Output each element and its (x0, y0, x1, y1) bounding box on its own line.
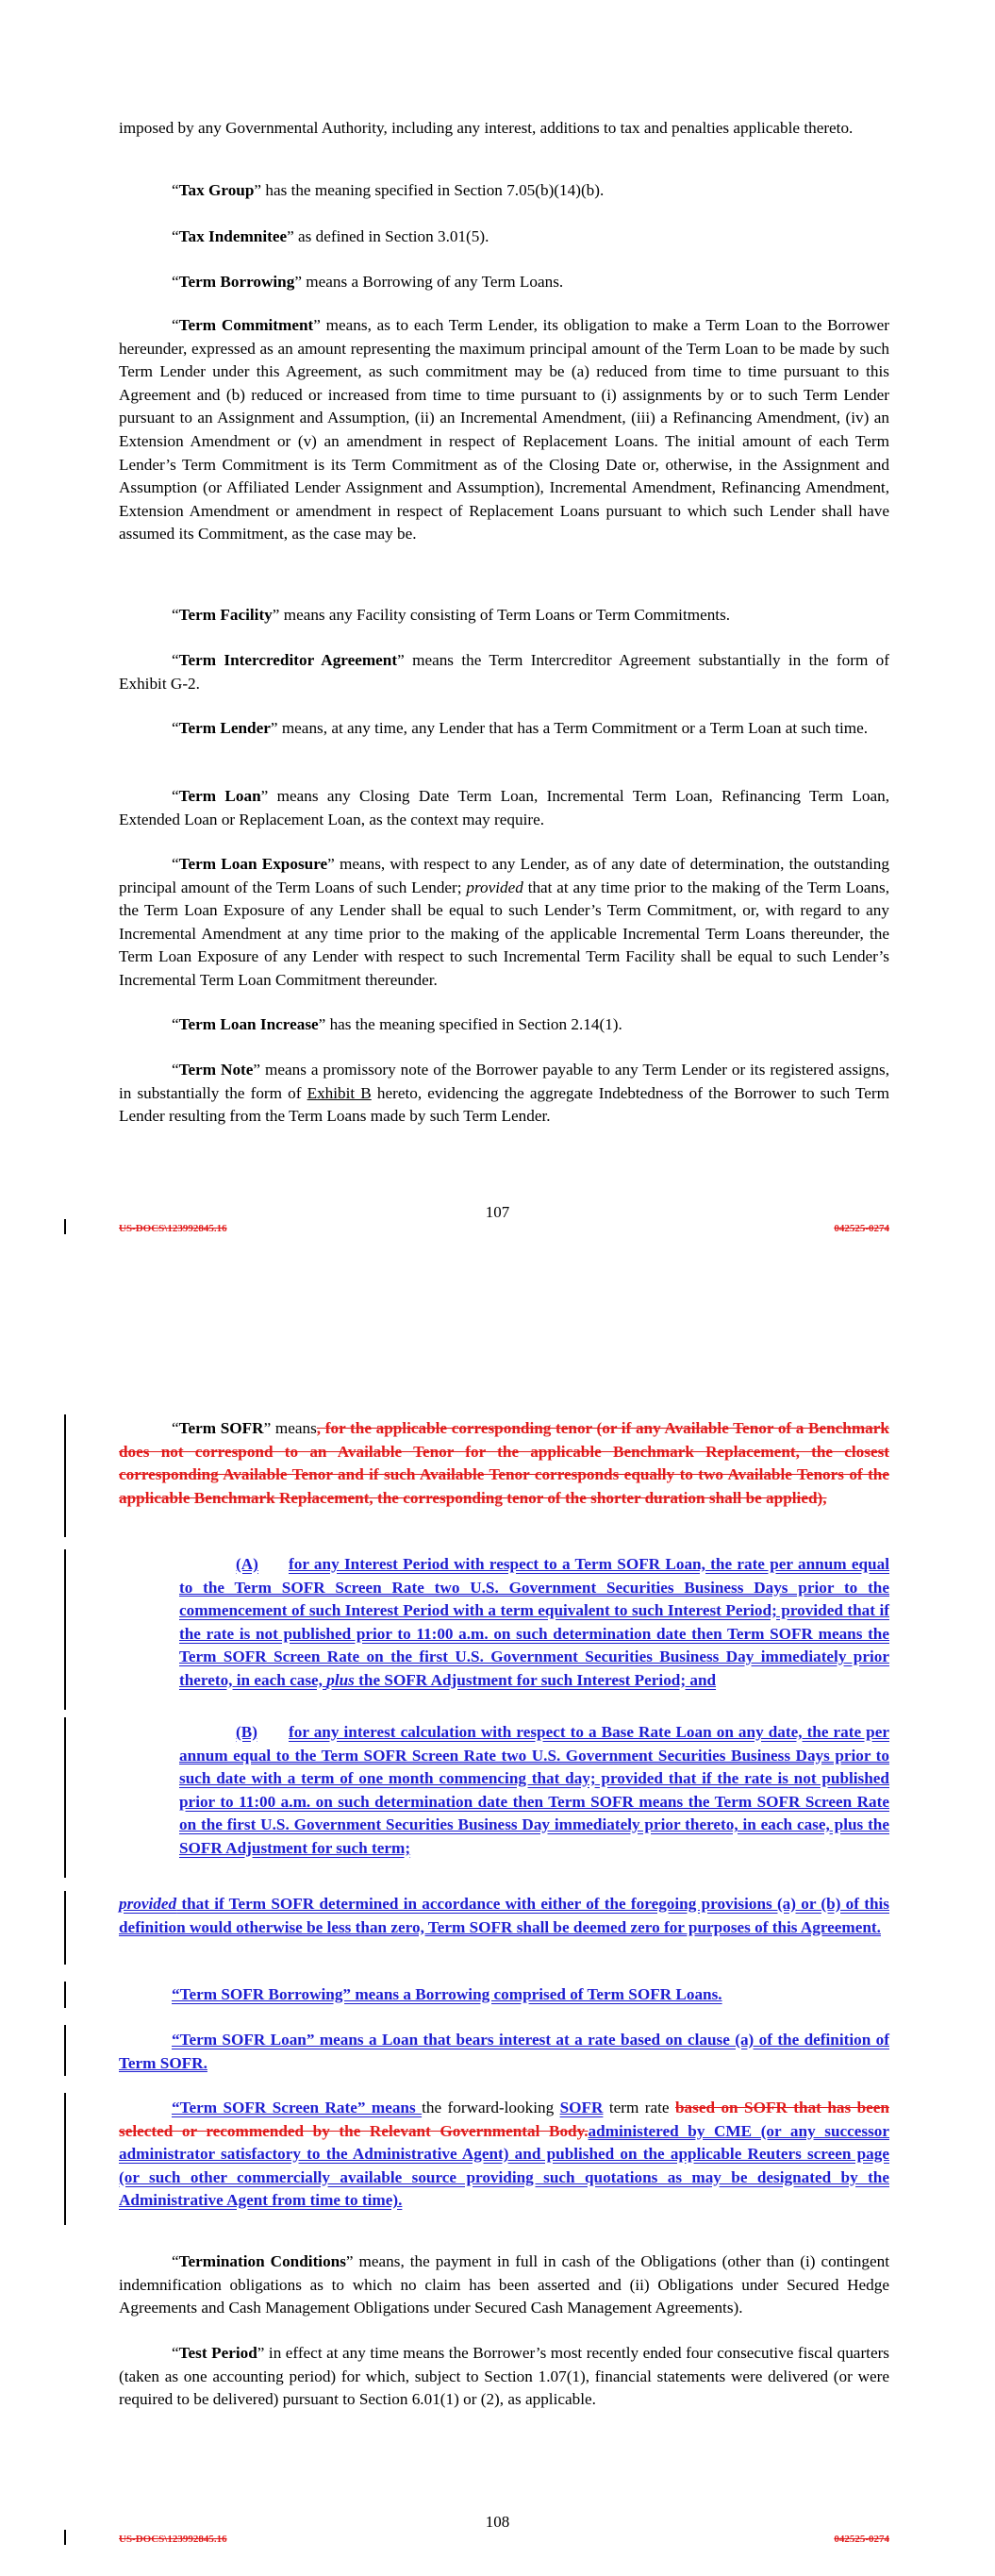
defined-term: Termination Conditions (178, 2252, 346, 2270)
defined-term: Term Borrowing (178, 273, 295, 291)
defined-term: Term SOFR (178, 1419, 264, 1437)
change-bar (64, 1549, 66, 1710)
footer-matter-number: 042525-0274 (834, 1223, 889, 1234)
definition-tax-group: “Tax Group” has the meaning specified in Section 7.05(b)(14)(b). (172, 181, 605, 199)
change-bar (64, 2093, 66, 2225)
deleted-text: , for the applicable corresponding tenor (or if any Available Tenor of a Benchmark does not correspond to an Available Tenor for the applicable Benchmark Replacement, the closest corresponding Available Tenor and if such Available Tenor corresponds equally to two Available Tenors of the applicable Benchmark Replacement, the corresponding tenor of the shorter duration shall be applied), (119, 1419, 889, 1507)
defined-term: Term Note (178, 1061, 254, 1079)
defined-term: Term Loan Increase (178, 1015, 319, 1033)
definition-term-sofr-borrowing: “Term SOFR Borrowing” means a Borrowing comprised of Term SOFR Loans. (172, 1985, 722, 2003)
defined-term: Term Facility (178, 606, 273, 624)
definition-tax-indemnitee: “Tax Indemnitee” as defined in Section 3.01(5). (172, 227, 489, 245)
change-bar (64, 1414, 66, 1537)
defined-term: Term Intercreditor Agreement (178, 651, 398, 669)
definition-term-sofr-loan: “Term SOFR Loan” means a Loan that bears interest at a rate based on clause (a) of the definition of Term SOFR. (119, 2031, 889, 2072)
definition-term-note: “Term Note” means a promissory note of the Borrower payable to any Term Lender or its registered assigns, in substantially the form of Exhibit B hereto, evidencing the aggregate Indebtedness of the Borrower to such Term Lender resulting from the Term Loans made by such Term Lender. (119, 1061, 889, 1126)
proviso: provided that if Term SOFR determined in accordance with either of the foregoing provisions (a) or (b) of this definition would otherwise be less than zero, Term SOFR shall be deemed zero for purposes of this Agreement. (119, 1895, 889, 1936)
defined-term: Term Commitment (178, 316, 314, 334)
defined-term: Term Lender (178, 719, 271, 737)
defined-term: Test Period (178, 2344, 257, 2362)
footer-doc-id: US-DOCS\123992845.16 (119, 1223, 227, 1234)
clause-b: (B) for any interest calculation with respect to a Base Rate Loan on any date, the rate per annum equal to the Term SOFR Screen Rate two U.S. Government Securities Business Days prior to such date with a term of one month commencing that day; provided that if the rate is not published prior to 11:00 a.m. on such determination date then Term SOFR means the Term SOFR Screen Rate on the first U.S. Government Securities Business Day immediately prior thereto, in each case, plus the SOFR Adjustment for such term; (179, 1723, 889, 1857)
definition-term-lender: “Term Lender” means, at any time, any Lender that has a Term Commitment or a Term Loan at such time. (172, 719, 869, 737)
definition-term-borrowing: “Term Borrowing” means a Borrowing of any Term Loans. (172, 273, 564, 291)
definition-term-sofr-screen-rate: “Term SOFR Screen Rate” means the forward-looking SOFR term rate based on SOFR that has been selected or recommended by the Relevant Governmental Body.administered by CME (or any successor administrator satisfactory to the Administrative Agent) and published on the applicable Reuters screen page (or such other commercially available source providing such quotations as may be designated by the Administrative Agent from time to time). (119, 2099, 889, 2210)
definition-term-loan-exposure: “Term Loan Exposure” means, with respect to any Lender, as of any date of determination, the outstanding principal amount of the Term Loans of such Lender; provided that at any time prior to the making of the Term Loans, the Term Loan Exposure of any Lender shall be equal to such Lender’s Term Commitment, or, with regard to any Incremental Amendment at any time prior to the making of the applicable Incremental Term Loans thereunder, the Term Loan Exposure of any Lender with respect to such Incremental Term Facility shall be equal to such Lender’s Incremental Term Loan Commitment thereunder. (119, 855, 889, 989)
change-bar (64, 2025, 66, 2076)
page-108 (0, 1321, 995, 2576)
definition-term-sofr: “Term SOFR” means, for the applicable corresponding tenor (or if any Available Tenor of a Benchmark does not correspond to an Available Tenor for the applicable Benchmark Replacement, the closest corresponding Available Tenor and if such Available Tenor corresponds equally to two Available Tenors of the applicable Benchmark Replacement, the corresponding tenor of the shorter duration shall be applied), (119, 1419, 889, 1507)
defined-term: Tax Group (178, 181, 255, 199)
deleted-text: based on SOFR that has been selected or recommended by the Relevant Governmental Body. (119, 2099, 889, 2140)
paragraph-continuation: imposed by any Governmental Authority, including any interest, additions to tax and penalties applicable thereto. (119, 119, 854, 137)
definition-term-commitment: “Term Commitment” means, as to each Term Lender, its obligation to make a Term Loan to the Borrower hereunder, expressed as an amount representing the maximum principal amount of the Term Loan to be made by such Term Lender under this Agreement, as such commitment may be (a) reduced from time to time pursuant to this Agreement and (b) reduced or increased from time to time pursuant to (i) assignments by or to such Term Lender pursuant to an Assignment and Assumption, (ii) an Incremental Amendment, (iii) a Refinancing Amendment, (iv) an Extension Amendment or (v) an amendment in respect of Replacement Loans. The initial amount of each Term Lender’s Term Commitment is its Term Commitment as of the Closing Date or, otherwise, in the Assignment and Assumption (or Affiliated Lender Assignment and Assumption), Incremental Amendment, Refinancing Amendment, Extension Amendment or amendment in respect of Replacement Loans pursuant to which such Lender shall have assumed its Commitment, as the case may be. (119, 316, 890, 544)
change-bar (64, 1219, 66, 1234)
page-number: 108 (485, 2513, 510, 2531)
page-107 (0, 0, 995, 1264)
change-bar (64, 1891, 66, 1965)
definition-term-intercreditor: “Term Intercreditor Agreement” means the Term Intercreditor Agreement substantially in the form of Exhibit G-2. (119, 651, 889, 693)
defined-term: Term Loan (178, 787, 261, 805)
defined-term: Term Loan Exposure (178, 855, 328, 873)
change-bar (64, 1982, 66, 2008)
definition-termination-conditions: “Termination Conditions” means, the payment in full in cash of the Obligations (other than (i) contingent indemnification obligations as to which no claim has been asserted and (ii) Obligations under Secured Hedge Agreements and Cash Management Obligations under Secured Cash Management Agreements). (119, 2252, 889, 2317)
definition-test-period: “Test Period” in effect at any time means the Borrower’s most recently ended four consecutive fiscal quarters (taken as one accounting period) for which, subject to Section 1.07(1), financial statements were delivered (or were required to be delivered) pursuant to Section 6.01(1) or (2), as applicable. (119, 2344, 889, 2409)
definition-term-loan: “Term Loan” means any Closing Date Term Loan, Incremental Term Loan, Refinancing Term Loan, Extended Loan or Replacement Loan, as the context may require. (119, 787, 890, 828)
clause-a: (A) for any Interest Period with respect to a Term SOFR Loan, the rate per annum equal to the Term SOFR Screen Rate two U.S. Government Securities Business Days prior to the commencement of such Interest Period with a term equivalent to such Interest Period; provided that if the rate is not published prior to 11:00 a.m. on such determination date then Term SOFR means the Term SOFR Screen Rate on the first U.S. Government Securities Business Day immediately prior thereto, in each case, plus the SOFR Adjustment for such Interest Period; and (179, 1555, 889, 1689)
change-bar (64, 2530, 66, 2545)
defined-term: Tax Indemnitee (178, 227, 288, 245)
page-number: 107 (485, 1203, 510, 1221)
definition-term-loan-increase: “Term Loan Increase” has the meaning specified in Section 2.14(1). (172, 1015, 622, 1033)
footer-doc-id: US-DOCS\123992845.16 (119, 2534, 227, 2545)
exhibit-link: Exhibit B (307, 1083, 372, 1102)
change-bar (64, 1717, 66, 1878)
footer-matter-number: 042525-0274 (834, 2534, 889, 2545)
definition-term-facility: “Term Facility” means any Facility consisting of Term Loans or Term Commitments. (172, 606, 731, 624)
